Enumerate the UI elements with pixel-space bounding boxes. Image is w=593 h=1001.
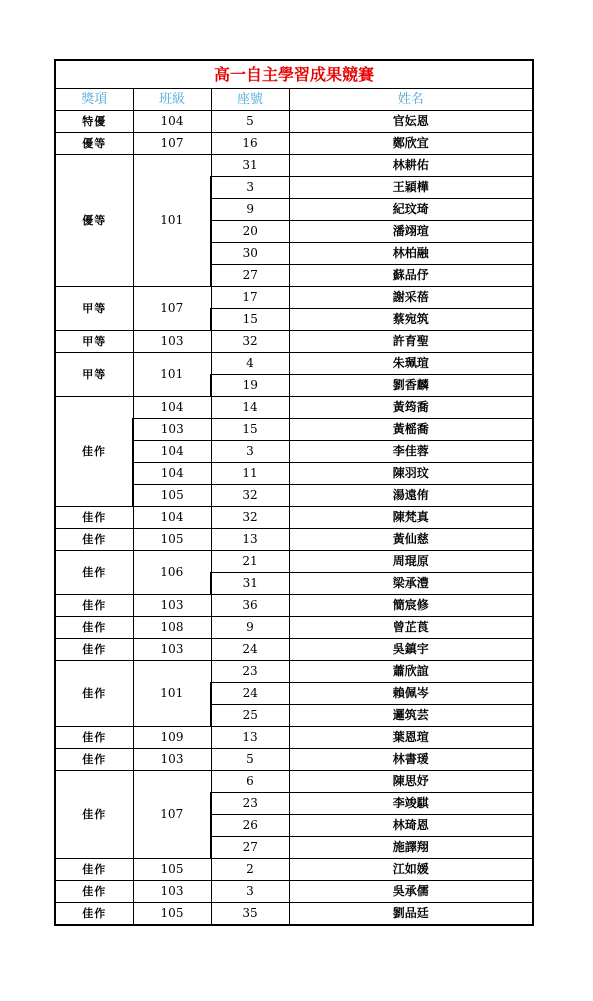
class-cell: 101 bbox=[133, 661, 211, 727]
award-cell: 佳作 bbox=[55, 397, 133, 507]
class-cell: 106 bbox=[133, 551, 211, 595]
name-cell: 黃榣喬 bbox=[289, 419, 533, 441]
table-row bbox=[55, 551, 533, 573]
class-cell: 104 bbox=[133, 397, 211, 419]
seat-cell: 30 bbox=[211, 243, 289, 265]
seat-cell: 20 bbox=[211, 221, 289, 243]
table-row bbox=[55, 903, 533, 926]
class-cell: 109 bbox=[133, 727, 211, 749]
name-cell: 紀玟琦 bbox=[289, 199, 533, 221]
name-cell: 黃筠喬 bbox=[289, 397, 533, 419]
name-cell: 蔡宛筑 bbox=[289, 309, 533, 331]
class-cell: 105 bbox=[133, 859, 211, 881]
class-cell: 105 bbox=[133, 485, 211, 507]
name-cell: 劉香麟 bbox=[289, 375, 533, 397]
table-row bbox=[55, 507, 533, 529]
seat-cell: 5 bbox=[211, 111, 289, 133]
table-row bbox=[55, 727, 533, 749]
seat-cell: 36 bbox=[211, 595, 289, 617]
class-cell: 101 bbox=[133, 155, 211, 287]
award-cell: 佳作 bbox=[55, 859, 133, 881]
seat-cell: 26 bbox=[211, 815, 289, 837]
table-row bbox=[55, 111, 533, 133]
table-row bbox=[55, 397, 533, 419]
award-cell: 佳作 bbox=[55, 727, 133, 749]
seat-cell: 27 bbox=[211, 837, 289, 859]
class-cell: 107 bbox=[133, 771, 211, 859]
name-cell: 劉品廷 bbox=[289, 903, 533, 926]
name-cell: 林耕佑 bbox=[289, 155, 533, 177]
award-cell: 佳作 bbox=[55, 617, 133, 639]
award-cell: 佳作 bbox=[55, 749, 133, 771]
seat-cell: 2 bbox=[211, 859, 289, 881]
class-cell: 107 bbox=[133, 287, 211, 331]
name-cell: 李佳蓉 bbox=[289, 441, 533, 463]
seat-cell: 24 bbox=[211, 639, 289, 661]
name-cell: 林柏融 bbox=[289, 243, 533, 265]
class-cell: 104 bbox=[133, 463, 211, 485]
award-cell: 佳作 bbox=[55, 507, 133, 529]
name-cell: 梁承澧 bbox=[289, 573, 533, 595]
table-row bbox=[55, 749, 533, 771]
seat-cell: 15 bbox=[211, 309, 289, 331]
name-cell: 簡宸修 bbox=[289, 595, 533, 617]
table-row bbox=[55, 287, 533, 309]
class-cell: 103 bbox=[133, 331, 211, 353]
seat-cell: 23 bbox=[211, 793, 289, 815]
award-cell: 優等 bbox=[55, 133, 133, 155]
name-cell: 周琨原 bbox=[289, 551, 533, 573]
class-cell: 103 bbox=[133, 881, 211, 903]
table-row bbox=[55, 331, 533, 353]
seat-cell: 32 bbox=[211, 485, 289, 507]
seat-cell: 31 bbox=[211, 573, 289, 595]
seat-cell: 4 bbox=[211, 353, 289, 375]
table-row bbox=[55, 771, 533, 793]
header-award: 獎項 bbox=[55, 89, 133, 111]
seat-cell: 13 bbox=[211, 529, 289, 551]
name-cell: 蘇品伃 bbox=[289, 265, 533, 287]
name-cell: 吳承儒 bbox=[289, 881, 533, 903]
table-row bbox=[55, 881, 533, 903]
award-cell: 優等 bbox=[55, 155, 133, 287]
award-cell: 佳作 bbox=[55, 639, 133, 661]
name-cell: 許育聖 bbox=[289, 331, 533, 353]
seat-cell: 24 bbox=[211, 683, 289, 705]
table-row bbox=[55, 353, 533, 375]
award-cell: 佳作 bbox=[55, 595, 133, 617]
seat-cell: 23 bbox=[211, 661, 289, 683]
award-cell: 佳作 bbox=[55, 661, 133, 727]
seat-cell: 27 bbox=[211, 265, 289, 287]
seat-cell: 21 bbox=[211, 551, 289, 573]
award-cell: 甲等 bbox=[55, 287, 133, 331]
table-row bbox=[55, 639, 533, 661]
seat-cell: 9 bbox=[211, 617, 289, 639]
class-cell: 103 bbox=[133, 419, 211, 441]
award-cell: 佳作 bbox=[55, 771, 133, 859]
seat-cell: 32 bbox=[211, 331, 289, 353]
seat-cell: 17 bbox=[211, 287, 289, 309]
class-cell: 101 bbox=[133, 353, 211, 397]
class-cell: 105 bbox=[133, 903, 211, 926]
seat-cell: 16 bbox=[211, 133, 289, 155]
name-cell: 鄭欣宜 bbox=[289, 133, 533, 155]
table-row bbox=[55, 133, 533, 155]
class-cell: 103 bbox=[133, 595, 211, 617]
header-class: 班級 bbox=[133, 89, 211, 111]
seat-cell: 35 bbox=[211, 903, 289, 926]
name-cell: 陳梵真 bbox=[289, 507, 533, 529]
seat-cell: 3 bbox=[211, 881, 289, 903]
name-cell: 王穎樺 bbox=[289, 177, 533, 199]
table-row bbox=[55, 595, 533, 617]
table-row bbox=[55, 617, 533, 639]
table-row bbox=[55, 529, 533, 551]
name-cell: 陳羽玟 bbox=[289, 463, 533, 485]
name-cell: 官妘恩 bbox=[289, 111, 533, 133]
name-cell: 葉恩瑄 bbox=[289, 727, 533, 749]
table-row bbox=[55, 155, 533, 177]
name-cell: 李竣騏 bbox=[289, 793, 533, 815]
seat-cell: 9 bbox=[211, 199, 289, 221]
table-row bbox=[55, 661, 533, 683]
name-cell: 林琦恩 bbox=[289, 815, 533, 837]
name-cell: 湯遠侑 bbox=[289, 485, 533, 507]
award-cell: 佳作 bbox=[55, 551, 133, 595]
award-cell: 甲等 bbox=[55, 353, 133, 397]
table-row bbox=[55, 859, 533, 881]
name-cell: 陳思妤 bbox=[289, 771, 533, 793]
seat-cell: 14 bbox=[211, 397, 289, 419]
name-cell: 吳鎮宇 bbox=[289, 639, 533, 661]
seat-cell: 31 bbox=[211, 155, 289, 177]
seat-cell: 6 bbox=[211, 771, 289, 793]
name-cell: 謝采蓓 bbox=[289, 287, 533, 309]
award-cell: 佳作 bbox=[55, 529, 133, 551]
award-cell: 佳作 bbox=[55, 903, 133, 926]
name-cell: 江如媛 bbox=[289, 859, 533, 881]
class-cell: 104 bbox=[133, 111, 211, 133]
name-cell: 賴佩岑 bbox=[289, 683, 533, 705]
header-seat: 座號 bbox=[211, 89, 289, 111]
seat-cell: 25 bbox=[211, 705, 289, 727]
seat-cell: 19 bbox=[211, 375, 289, 397]
seat-cell: 11 bbox=[211, 463, 289, 485]
seat-cell: 32 bbox=[211, 507, 289, 529]
award-cell: 甲等 bbox=[55, 331, 133, 353]
name-cell: 黃仙慈 bbox=[289, 529, 533, 551]
name-cell: 朱珮瑄 bbox=[289, 353, 533, 375]
name-cell: 曾芷莨 bbox=[289, 617, 533, 639]
name-cell: 林書瑗 bbox=[289, 749, 533, 771]
seat-cell: 3 bbox=[211, 177, 289, 199]
class-cell: 104 bbox=[133, 507, 211, 529]
award-cell: 佳作 bbox=[55, 881, 133, 903]
name-cell: 蕭欣誼 bbox=[289, 661, 533, 683]
class-cell: 103 bbox=[133, 749, 211, 771]
name-cell: 邏筑芸 bbox=[289, 705, 533, 727]
seat-cell: 3 bbox=[211, 441, 289, 463]
class-cell: 107 bbox=[133, 133, 211, 155]
name-cell: 潘翊瑄 bbox=[289, 221, 533, 243]
name-cell: 施譯翔 bbox=[289, 837, 533, 859]
class-cell: 103 bbox=[133, 639, 211, 661]
header-name: 姓名 bbox=[289, 89, 533, 111]
class-cell: 104 bbox=[133, 441, 211, 463]
seat-cell: 15 bbox=[211, 419, 289, 441]
results-table bbox=[54, 59, 534, 926]
seat-cell: 13 bbox=[211, 727, 289, 749]
class-cell: 105 bbox=[133, 529, 211, 551]
seat-cell: 5 bbox=[211, 749, 289, 771]
class-cell: 108 bbox=[133, 617, 211, 639]
page-title: 高一自主學習成果競賽 bbox=[55, 60, 533, 89]
award-cell: 特優 bbox=[55, 111, 133, 133]
